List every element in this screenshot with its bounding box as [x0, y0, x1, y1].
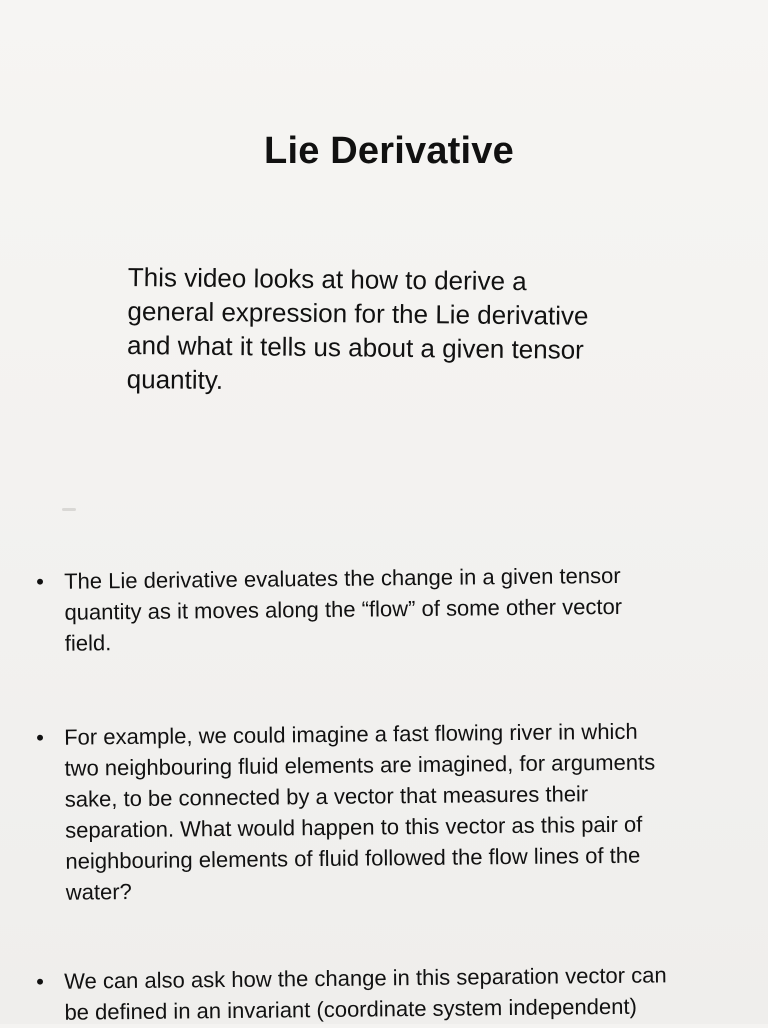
intro-line: quantity.	[126, 363, 224, 396]
bullet-line: field.	[64, 630, 112, 656]
intro-line: and what it tells us about a given tensor	[126, 329, 584, 365]
bullet-line: two neighbouring fluid elements are imagined, for arguments	[64, 749, 656, 781]
bullet-text	[64, 715, 738, 908]
bullet-text	[64, 959, 737, 1028]
bullet-line: neighbouring elements of fluid followed the flow lines of the	[65, 842, 641, 874]
bullet-line: quantity as it moves along the “flow” of some other vector	[64, 593, 623, 625]
bullet-line: For example, we could imagine a fast flowing river in which	[64, 718, 638, 750]
bullet-item	[36, 559, 736, 656]
intro-paragraph	[127, 260, 668, 402]
bullet-line: We can also ask how the change in this separation vector can	[64, 962, 667, 994]
bullet-line: The Lie derivative evaluates the change in a given tensor	[64, 562, 621, 594]
bullet-marker: •	[36, 568, 44, 594]
page-title: Lie Derivative	[264, 130, 514, 172]
bullet-item	[36, 959, 736, 1025]
scan-mark	[62, 508, 76, 511]
bullet-marker: •	[36, 724, 44, 750]
bullet-item	[36, 715, 736, 905]
intro-line: This video looks at how to derive a	[127, 261, 527, 297]
bullet-line: be defined in an invariant (coordinate system independent)	[64, 993, 637, 1025]
bullet-marker: •	[36, 968, 44, 994]
bullet-line: water?	[65, 879, 132, 905]
bullet-text	[64, 559, 737, 659]
bullet-line: separation. What would happen to this vector as this pair of	[65, 811, 643, 843]
bullet-line: sake, to be connected by a vector that measures their	[64, 781, 589, 812]
intro-line: general expression for the Lie derivative	[127, 295, 589, 331]
